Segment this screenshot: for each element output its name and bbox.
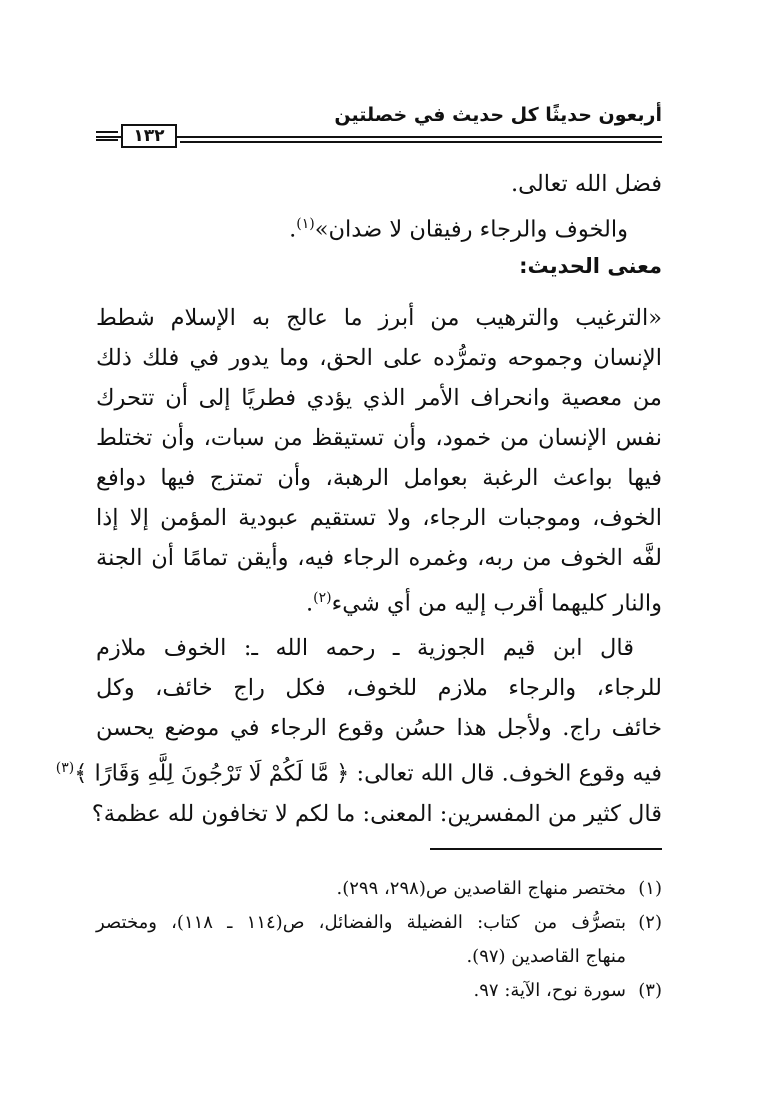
page-number: ١٣٢ — [121, 124, 177, 148]
intro-line-2 — [96, 204, 662, 250]
footnote-ref-2: (٢) — [313, 590, 332, 606]
paragraph-1 — [96, 298, 662, 624]
footnote-separator — [430, 848, 662, 850]
running-header-title: أربعون حديثًا كل حديث في خصلتين — [334, 104, 662, 126]
p1-line-8-text: والنار كليهما أقرب إليه من أي شيء — [331, 590, 662, 617]
footnote-1-text: مختصر منهاج القاصدين ص(٢٩٨، ٢٩٩). — [336, 878, 626, 899]
footnote-2 — [96, 906, 662, 974]
footnote-3 — [96, 974, 662, 1008]
intro-line-2-text: والخوف والرجاء رفيقان لا ضدان» — [314, 216, 628, 243]
footnote-2-text — [96, 906, 626, 974]
p1-line-6: الخوف، وموجبات الرجاء، ولا تستقيم عبودية المؤمن إلا إذا — [96, 505, 662, 531]
section-heading: معنى الحديث: — [519, 254, 662, 278]
p2-line-1: قال ابن قيم الجوزية ـ رحمه الله ـ: الخوف ملازم — [96, 635, 634, 661]
footnotes — [96, 872, 662, 1008]
p1-line-1: «الترغيب والترهيب من أبرز ما عالج به الإسلام شطط — [96, 305, 662, 331]
footnote-3-number: (٣) — [638, 980, 662, 1001]
p1-line-8-end: . — [306, 590, 314, 617]
header-rule-left-lower — [96, 139, 118, 141]
footnote-1 — [96, 872, 662, 906]
p1-line-5: فيها بواعث الرغبة بعوامل الرهبة، وأن تمتزج فيها دوافع — [96, 465, 662, 491]
header-rule-right — [180, 141, 662, 143]
header-rule-top — [96, 136, 662, 138]
p1-line-2: الإنسان وجموحه وتمرُّده على الحق، وما يدور في فلك ذلك — [96, 345, 662, 371]
p2-line-3: خائف راج. ولأجل هذا حسُن وقوع الرجاء في موضع يحسن — [96, 715, 662, 741]
p1-line-3: من معصية وانحراف الأمر الذي يؤدي فطريًا إلى أن تتحرك — [96, 385, 662, 411]
footnote-2-number: (٢) — [638, 912, 662, 933]
p2-line-2: للرجاء، والرجاء ملازم للخوف، فكل راج خائف، وكل — [96, 675, 662, 701]
intro-line-1: فضل الله تعالى. — [511, 171, 662, 197]
p2-line-4 — [55, 748, 662, 794]
intro-line-2-end: . — [289, 216, 297, 243]
footnote-2-line-2: منهاج القاصدين (٩٧). — [466, 946, 626, 967]
footnote-2-line-1: بتصرُّف من كتاب: الفضيلة والفضائل، ص(١١٤ ـ ١١٨)، ومختصر — [96, 912, 626, 933]
footnote-1-number: (١) — [638, 878, 662, 899]
p1-line-8 — [96, 578, 662, 624]
paragraph-2 — [55, 628, 662, 834]
p2-line-4-text: فيه وقوع الخوف. قال الله تعالى: ﴿ مَّا لَكُمْ لَا تَرْجُونَ لِلَّهِ وَقَارًا ﴾ — [74, 760, 662, 787]
p1-line-7: لفَّه الخوف من ربه، وغمره الرجاء فيه، وأيقن تمامًا أن الجنة — [96, 545, 662, 571]
intro-block — [96, 164, 662, 250]
p2-line-5: قال كثير من المفسرين: المعنى: ما لكم لا تخافون لله عظمة؟ — [91, 800, 662, 827]
header-rule-left-upper — [96, 131, 118, 133]
footnote-ref-3: (٣) — [55, 760, 75, 776]
footnote-ref-1: (١) — [296, 216, 315, 232]
p1-line-4: نفس الإنسان من خمود، وأن تستيقظ من سبات، وأن تختلط — [96, 425, 662, 451]
footnote-3-text: سورة نوح، الآية: ٩٧. — [473, 980, 626, 1001]
